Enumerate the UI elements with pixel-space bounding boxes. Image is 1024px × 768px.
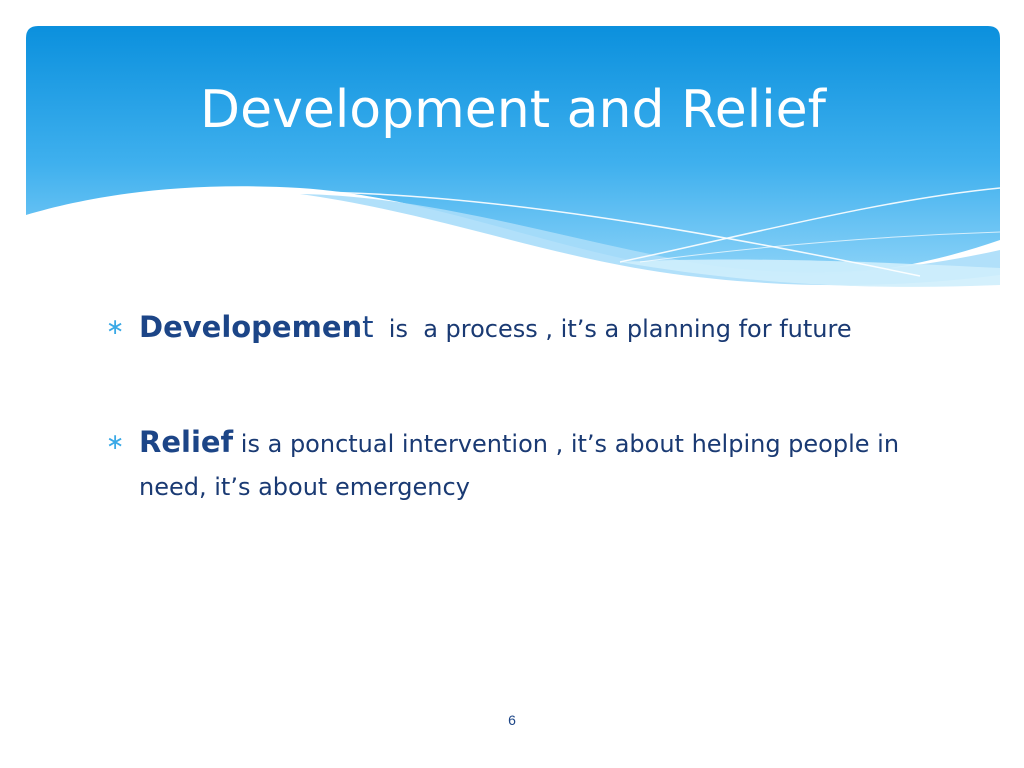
bullet-term: Developemen: [139, 310, 363, 344]
bullet-relief: [104, 421, 907, 509]
slide-title: Development and Relief: [200, 80, 826, 140]
bullet-term: Relief: [139, 425, 234, 459]
header-wave-background: [0, 0, 1024, 300]
bullet-list: [104, 306, 907, 509]
asterisk-bullet-icon: ∗: [106, 430, 125, 455]
page-number: 6: [508, 712, 516, 728]
asterisk-bullet-icon: ∗: [106, 315, 125, 340]
bullet-text: is a ponctual intervention , it’s about helping people in need, it’s about emergency: [139, 430, 907, 501]
bullet-development: [104, 306, 904, 351]
bullet-text: is a process , it’s a planning for future: [373, 315, 852, 343]
bullet-term-tail: t: [362, 310, 374, 344]
